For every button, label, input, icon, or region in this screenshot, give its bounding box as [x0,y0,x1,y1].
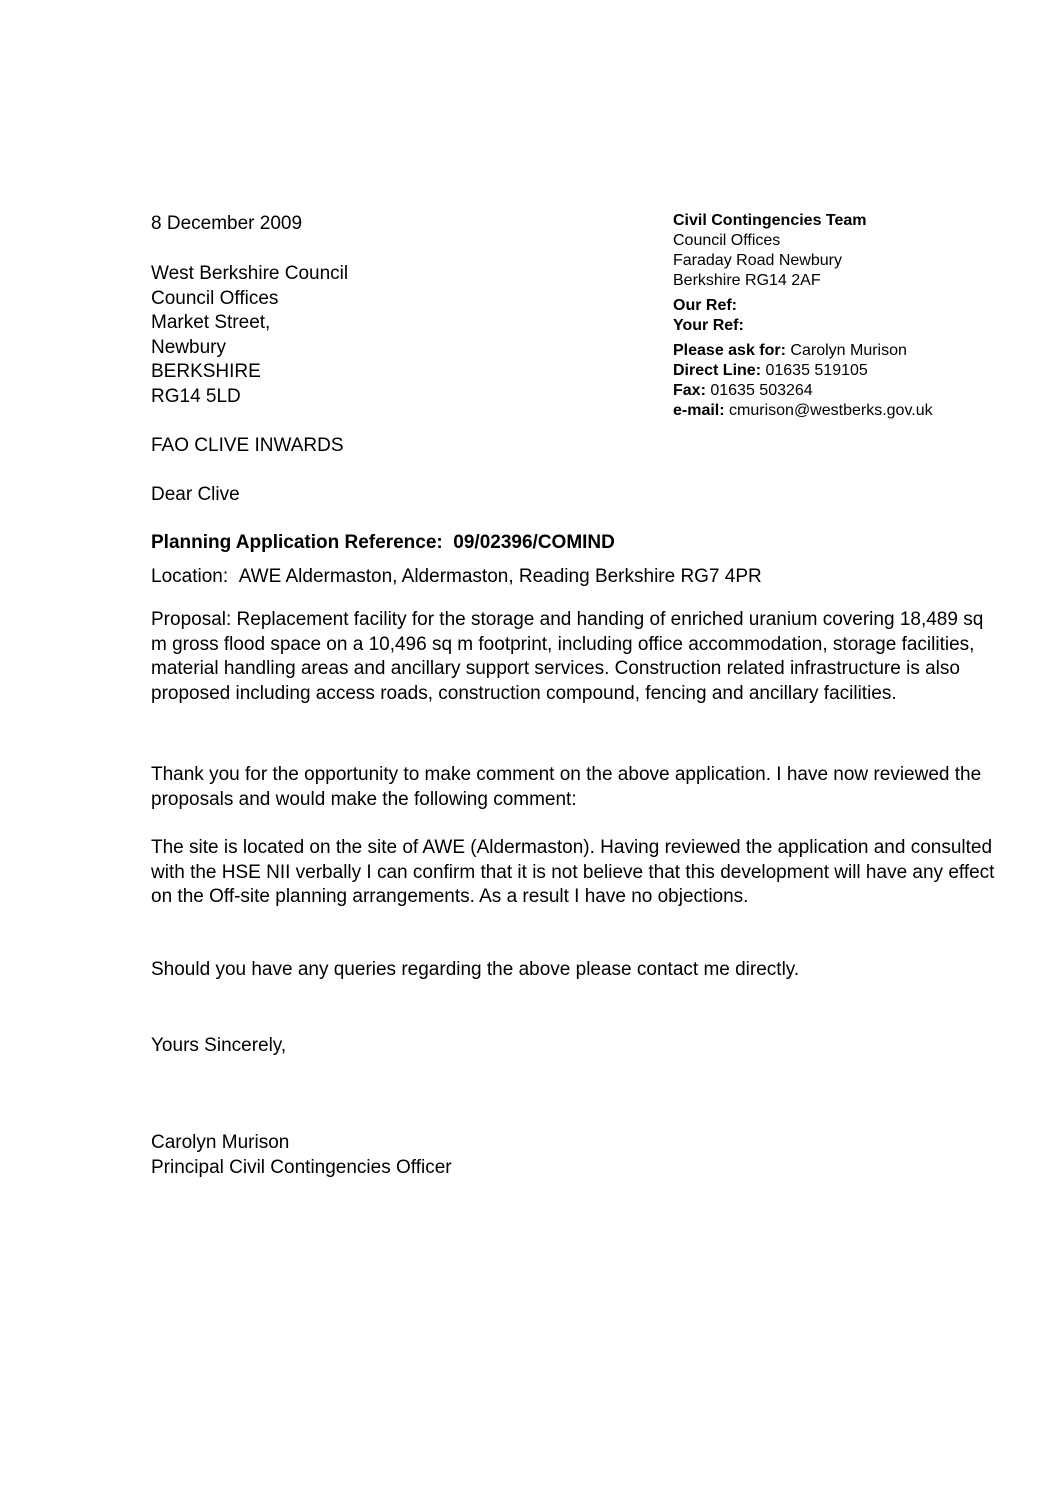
planning-reference-label: Planning Application Reference: [151,532,443,553]
recipient-address [151,262,348,409]
recipient-line-6: RG14 5LD [151,385,241,407]
planning-reference-value: 09/02396/COMIND [453,532,615,553]
sender-address-line-1: Council Offices [673,232,781,249]
fax-row [673,381,1043,401]
ask-for-value: Carolyn Murison [790,342,907,359]
planning-reference [151,531,615,556]
email-value: cmurison@westberks.gov.uk [729,402,933,419]
recipient-line-4: Newbury [151,336,226,358]
recipient-line-3: Market Street, [151,312,271,333]
email-label: e-mail: [673,402,725,419]
location-label: Location: [151,566,229,587]
location-line [151,565,762,590]
direct-line-value: 01635 519105 [765,362,868,379]
email-row [673,401,1043,421]
recipient-line-2: Council Offices [151,287,279,309]
your-ref-label: Your Ref: [673,317,744,334]
sender-team: Civil Contingencies Team [673,212,867,229]
direct-line-row [673,361,1043,381]
fax-label: Fax: [673,382,706,399]
site-paragraph: The site is located on the site of AWE (Aldermaston). Having reviewed the application and consulted with the HSE NII verbally I can confirm that it is not believe that this development will have any effect on the Off-site planning arrangements. As a result I have no objections. [151,837,995,907]
recipient-line-1: West Berkshire Council [151,263,349,284]
proposal-paragraph: Proposal: Replacement facility for the storage and handing of enriched uranium covering 18,489 sq m gross flood space on a 10,496 sq m footprint, including office accommodation, storage facilities, material handling areas and ancillary support services. Construction related infrastructure is also proposed including access roads, construction compound, fencing and ancillary facilities. [151,609,984,704]
sender-address-line-2: Faraday Road Newbury [673,252,842,269]
queries-paragraph: Should you have any queries regarding the above please contact me directly. [151,959,800,980]
fax-value: 01635 503264 [710,382,813,399]
thanks-paragraph: Thank you for the opportunity to make comment on the above application. I have now reviewed the proposals and would make the following comment: [151,764,982,810]
signature-block [151,1131,452,1180]
signer-name: Carolyn Murison [151,1132,290,1153]
ask-for-row [673,341,1043,361]
closing: Yours Sincerely, [151,1035,287,1056]
fao-line: FAO CLIVE INWARDS [151,435,344,456]
signer-title: Principal Civil Contingencies Officer [151,1156,452,1178]
letter-date: 8 December 2009 [151,213,303,234]
our-ref-label: Our Ref: [673,297,737,314]
recipient-line-5: BERKSHIRE [151,361,261,382]
location-value: AWE Aldermaston, Aldermaston, Reading Berkshire RG7 4PR [238,566,762,587]
sender-details [673,211,1043,421]
ask-for-label: Please ask for: [673,342,786,359]
sender-address-line-3: Berkshire RG14 2AF [673,272,821,289]
direct-line-label: Direct Line: [673,362,762,379]
salutation: Dear Clive [151,484,240,505]
